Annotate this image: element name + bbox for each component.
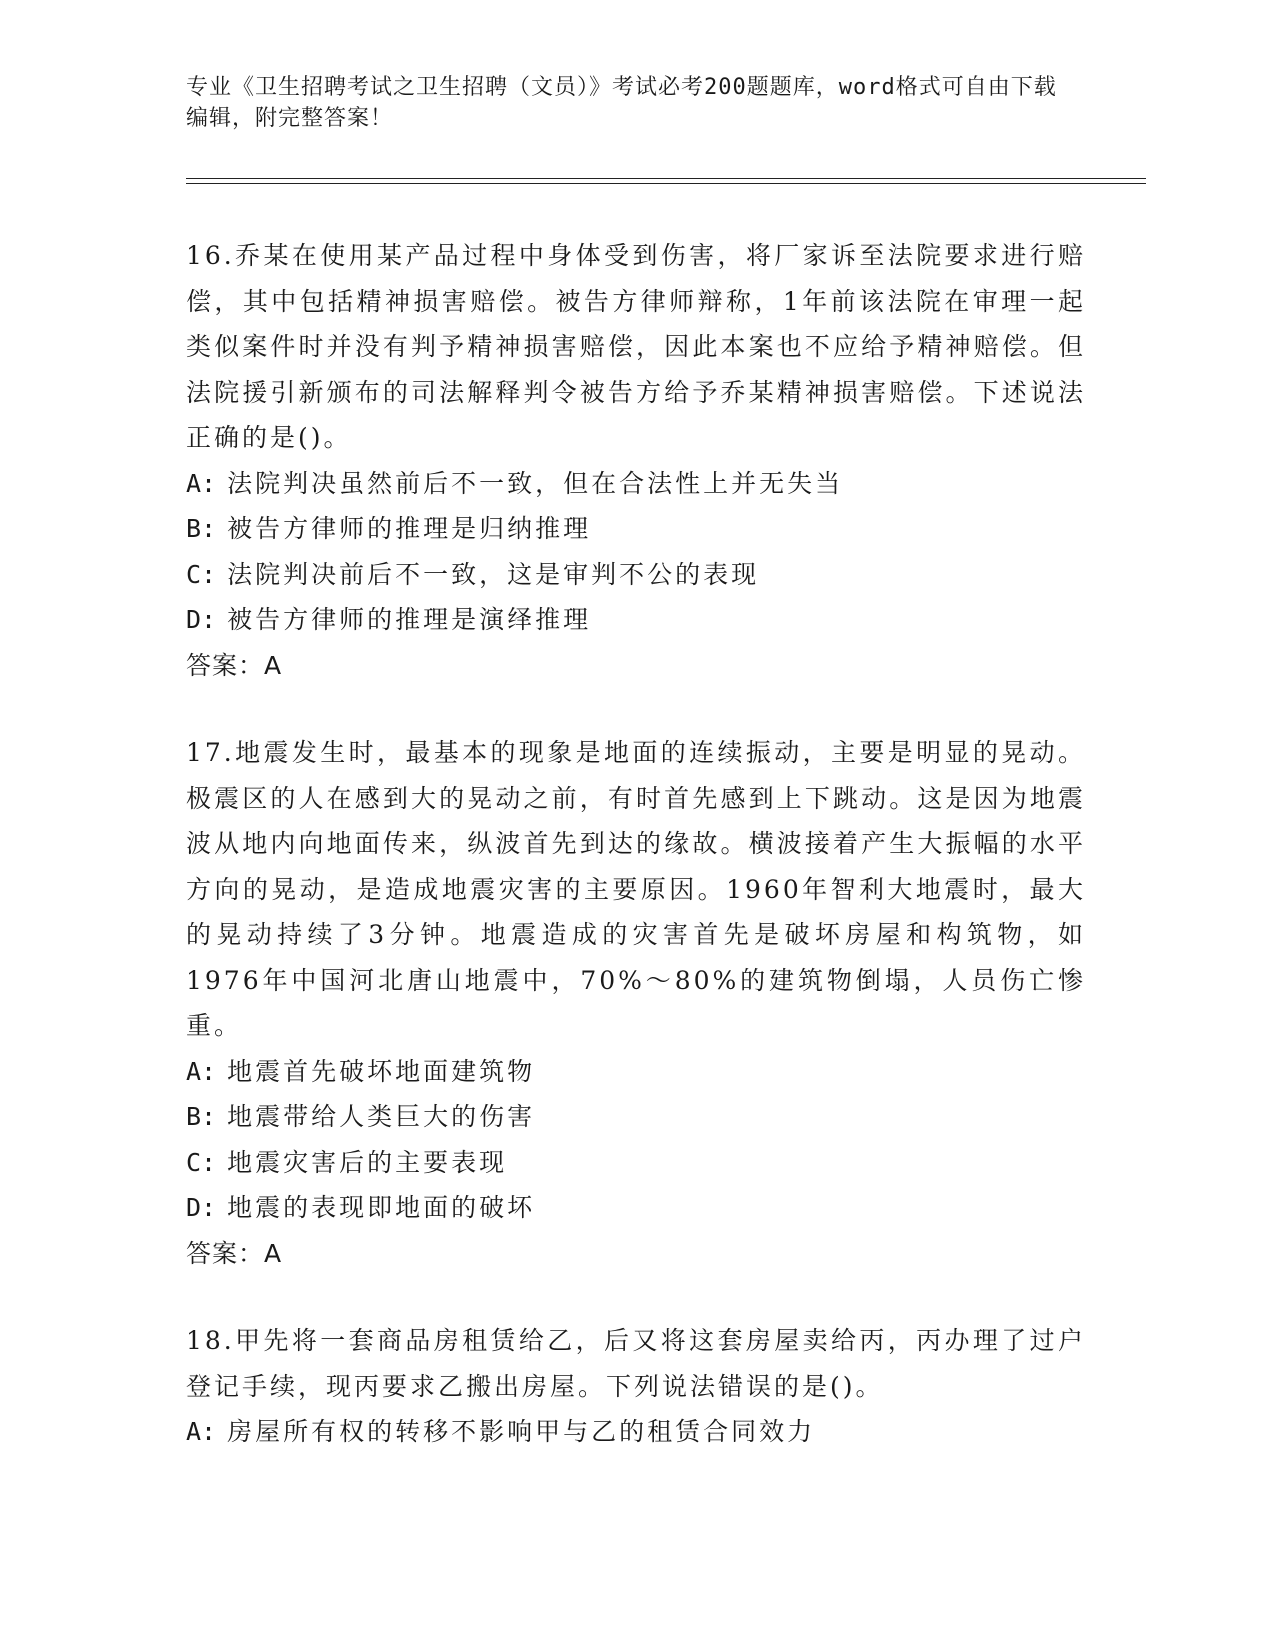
option-letter: C:	[186, 1147, 217, 1177]
option-letter: B:	[186, 1102, 217, 1131]
option-text: 房屋所有权的转移不影响甲与乙的租赁合同效力	[227, 1417, 816, 1446]
answer-line: 答案：A	[186, 650, 283, 680]
question-stem: 17.地震发生时，最基本的现象是地面的连续振动，主要是明显的晃动。极震区的人在感到大的晃动之前，有时首先感到上下跳动。这是因为地震波从地内向地面传来，纵波首先到达的缘故。横波接着产生大振幅的水平方向的晃动，是造成地震灾害的主要原因。1960年智利大地震时，最大的晃动持续了3分钟。地震造成的灾害首先是破坏房屋和构筑物，如1976年中国河北唐山地震中，70%～80%的建筑物倒塌，人员伤亡惨重。	[186, 738, 1086, 1040]
header-divider-bottom	[186, 183, 1146, 184]
option-text: 法院判决前后不一致，这是审判不公的表现	[227, 559, 760, 589]
question-stem: 18.甲先将一套商品房租赁给乙，后又将这套房屋卖给丙，丙办理了过户登记手续，现丙要求乙搬出房屋。下列说法错误的是()。	[186, 1326, 1086, 1401]
question-stem: 16.乔某在使用某产品过程中身体受到伤害，将厂家诉至法院要求进行赔偿，其中包括精神损害赔偿。被告方律师辩称，1年前该法院在审理一起类似案件时并没有判予精神损害赔偿，因此本案也不应给予精神赔偿。但法院援引新颁布的司法解释判令被告方给予乔某精神损害赔偿。下述说法正确的是()。	[186, 241, 1086, 452]
option-d	[186, 597, 1086, 643]
option-text: 被告方律师的推理是演绎推理	[227, 605, 592, 634]
option-text: 法院判决虽然前后不一致，但在合法性上并无失当	[227, 468, 844, 498]
option-text: 地震首先破坏地面建筑物	[227, 1056, 536, 1086]
option-c	[186, 1140, 1086, 1186]
option-letter: D:	[186, 1193, 217, 1222]
header-divider-top	[186, 178, 1146, 179]
option-b	[186, 506, 1086, 552]
option-letter: A:	[186, 1056, 217, 1086]
question-16	[186, 233, 1086, 688]
option-a	[186, 1049, 1086, 1095]
option-text: 地震的表现即地面的破坏	[227, 1193, 536, 1222]
option-letter: A:	[186, 1417, 217, 1446]
option-letter: B:	[186, 514, 217, 543]
option-text: 被告方律师的推理是归纳推理	[227, 514, 592, 543]
option-letter: C:	[186, 559, 217, 589]
option-d	[186, 1185, 1086, 1231]
option-letter: D:	[186, 605, 217, 634]
option-a	[186, 461, 1086, 507]
option-c	[186, 552, 1086, 598]
option-a	[186, 1409, 1086, 1455]
question-18	[186, 1318, 1086, 1455]
answer-line: 答案：A	[186, 1238, 283, 1268]
question-17	[186, 730, 1086, 1276]
option-letter: A:	[186, 468, 217, 498]
option-text: 地震带给人类巨大的伤害	[227, 1102, 536, 1131]
document-header: 专业《卫生招聘考试之卫生招聘（文员）》考试必考200题题库，word格式可自由下载编辑，附完整答案！	[186, 75, 1057, 131]
option-text: 地震灾害后的主要表现	[227, 1147, 508, 1177]
option-b	[186, 1094, 1086, 1140]
